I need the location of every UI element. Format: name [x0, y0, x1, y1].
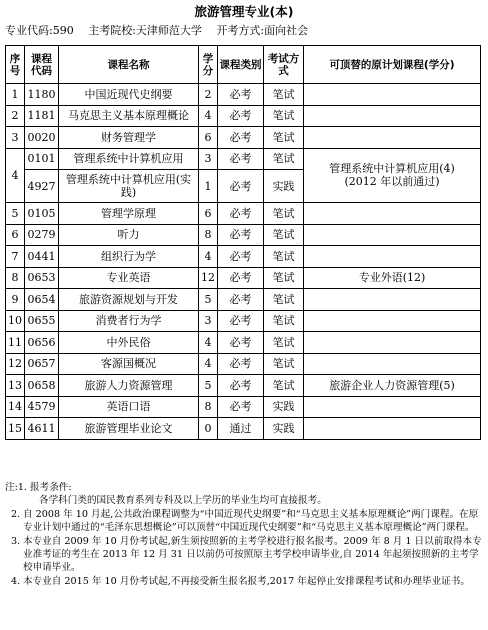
cell-credit: 5	[199, 375, 218, 397]
table-row	[6, 375, 481, 397]
cell-code: 4611	[25, 418, 59, 440]
note-2-number: 2.	[11, 508, 21, 520]
cell-name: 客源国概况	[59, 353, 199, 375]
note-3	[5, 535, 483, 575]
cell-exam: 笔试	[264, 84, 304, 106]
cell-replace	[304, 105, 481, 127]
cell-type: 必考	[218, 105, 264, 127]
table-row	[6, 105, 481, 127]
note-4	[5, 575, 483, 588]
cell-code: 0441	[25, 246, 59, 268]
cell-seq: 1	[6, 84, 25, 106]
cell-code: 0101	[25, 148, 59, 170]
cell-replace	[304, 203, 481, 225]
cell-credit: 4	[199, 105, 218, 127]
note-4-text: 本专业自 2015 年 10 月份考试起,不再接受新生报名报考,2017 年起停止安排课程考试和办理毕业证书。	[23, 575, 470, 587]
note-2-text: 自 2008 年 10 月起,公共政治课程调整为“中国近现代史纲要”和“马克思主义基本原理概论”两门课程。在原专业计划中通过的“毛泽东思想概论”可以顶替“中国近现代史纲要”和“马克思主义基本原理概论”两门课程。	[23, 508, 479, 534]
cell-seq: 12	[6, 353, 25, 375]
cell-code: 4927	[25, 170, 59, 203]
cell-code: 0654	[25, 289, 59, 311]
cell-name: 马克思主义基本原理概论	[59, 105, 199, 127]
notes-section	[5, 481, 483, 588]
cell-code: 0658	[25, 375, 59, 397]
cell-name: 旅游资源规划与开发	[59, 289, 199, 311]
page-title: 旅游管理专业(本)	[194, 4, 294, 19]
note-3-text: 本专业自 2009 年 10 月份考试起,新生须按照新的主考学校进行报名报考。2009 年 8 月 1 日以前取得本专业准考证的考生在 2013 年 12 月 31 日以前仍可按照原主考学校申请毕业,自 2014 年起须按照新的主考学校申请毕业。	[23, 535, 482, 574]
cell-replace	[304, 353, 481, 375]
cell-credit: 8	[199, 396, 218, 418]
cell-exam: 笔试	[264, 127, 304, 149]
cell-replace	[304, 246, 481, 268]
note-3-number: 3.	[11, 535, 21, 547]
cell-name: 消费者行为学	[59, 310, 199, 332]
cell-exam: 笔试	[264, 353, 304, 375]
header-exam: 考试方式	[264, 46, 304, 84]
cell-replace: 旅游企业人力资源管理(5)	[304, 375, 481, 397]
header-seq: 序号	[6, 46, 25, 84]
cell-name: 英语口语	[59, 396, 199, 418]
cell-replace	[304, 289, 481, 311]
cell-code: 4579	[25, 396, 59, 418]
cell-credit: 8	[199, 224, 218, 246]
cell-credit: 2	[199, 84, 218, 106]
cell-name: 旅游人力资源管理	[59, 375, 199, 397]
cell-code: 0105	[25, 203, 59, 225]
cell-type: 通过	[218, 418, 264, 440]
cell-code: 0653	[25, 267, 59, 289]
cell-replace	[304, 418, 481, 440]
exam-school: 主考院校:天津师范大学	[88, 24, 202, 37]
table-header-row	[6, 46, 481, 84]
cell-type: 必考	[218, 375, 264, 397]
table-row	[6, 148, 481, 170]
table-row	[6, 332, 481, 354]
cell-replace	[304, 84, 481, 106]
cell-replace	[304, 127, 481, 149]
table-row	[6, 246, 481, 268]
cell-exam: 笔试	[264, 332, 304, 354]
cell-credit: 5	[199, 289, 218, 311]
exam-mode: 开考方式:面向社会	[216, 24, 309, 37]
table-row	[6, 127, 481, 149]
replace-text: 管理系统中计算机应用(4)	[329, 162, 455, 176]
cell-name: 专业英语	[59, 267, 199, 289]
cell-exam: 笔试	[264, 203, 304, 225]
cell-name: 听力	[59, 224, 199, 246]
table-row	[6, 353, 481, 375]
cell-code: 0657	[25, 353, 59, 375]
cell-credit: 6	[199, 127, 218, 149]
cell-exam: 笔试	[264, 310, 304, 332]
note-1-text: 各学科门类的国民教育系列专科及以上学历的毕业生均可直接报考。	[39, 495, 327, 507]
cell-replace	[304, 224, 481, 246]
cell-exam: 实践	[264, 396, 304, 418]
cell-type: 必考	[218, 332, 264, 354]
cell-code: 0656	[25, 332, 59, 354]
table-row	[6, 310, 481, 332]
cell-type: 必考	[218, 224, 264, 246]
cell-replace: 专业外语(12)	[304, 267, 481, 289]
major-info	[5, 24, 319, 38]
cell-code: 1181	[25, 105, 59, 127]
table-row	[6, 203, 481, 225]
header-credit: 学分	[199, 46, 218, 84]
cell-type: 必考	[218, 289, 264, 311]
header-name: 课程名称	[59, 46, 199, 84]
cell-seq: 5	[6, 203, 25, 225]
cell-seq: 6	[6, 224, 25, 246]
cell-seq: 14	[6, 396, 25, 418]
cell-name: 中外民俗	[59, 332, 199, 354]
cell-seq: 8	[6, 267, 25, 289]
cell-seq: 15	[6, 418, 25, 440]
cell-exam: 笔试	[264, 267, 304, 289]
cell-code: 1180	[25, 84, 59, 106]
cell-seq: 11	[6, 332, 25, 354]
cell-replace	[304, 396, 481, 418]
table-row	[6, 396, 481, 418]
cell-credit: 3	[199, 310, 218, 332]
cell-credit: 12	[199, 267, 218, 289]
cell-exam: 实践	[264, 418, 304, 440]
table-row	[6, 224, 481, 246]
cell-credit: 3	[199, 148, 218, 170]
major-code: 专业代码:590	[5, 24, 74, 37]
cell-name: 管理学原理	[59, 203, 199, 225]
cell-type: 必考	[218, 148, 264, 170]
table-row	[6, 289, 481, 311]
cell-seq: 2	[6, 105, 25, 127]
cell-credit: 4	[199, 246, 218, 268]
cell-name: 旅游管理毕业论文	[59, 418, 199, 440]
cell-credit: 6	[199, 203, 218, 225]
cell-seq: 7	[6, 246, 25, 268]
cell-seq: 9	[6, 289, 25, 311]
table-row	[6, 418, 481, 440]
cell-name: 财务管理学	[59, 127, 199, 149]
cell-replace	[304, 148, 481, 203]
cell-type: 必考	[218, 353, 264, 375]
cell-credit: 0	[199, 418, 218, 440]
table-row	[6, 84, 481, 106]
header-replace: 可顶替的原计划课程(学分)	[304, 46, 481, 84]
cell-code: 0655	[25, 310, 59, 332]
cell-seq: 10	[6, 310, 25, 332]
table-row	[6, 267, 481, 289]
header-code: 课程代码	[25, 46, 59, 84]
cell-seq: 3	[6, 127, 25, 149]
cell-replace	[304, 310, 481, 332]
course-table	[5, 45, 481, 440]
cell-exam: 笔试	[264, 148, 304, 170]
replace-note: (2012 年以前通过)	[344, 175, 440, 189]
notes-heading: 注:1. 报考条件:	[5, 482, 72, 493]
cell-exam: 笔试	[264, 105, 304, 127]
cell-credit: 4	[199, 353, 218, 375]
cell-credit: 4	[199, 332, 218, 354]
cell-replace	[304, 332, 481, 354]
cell-seq: 13	[6, 375, 25, 397]
cell-type: 必考	[218, 170, 264, 203]
cell-name: 中国近现代史纲要	[59, 84, 199, 106]
cell-name: 组织行为学	[59, 246, 199, 268]
cell-exam: 笔试	[264, 246, 304, 268]
cell-type: 必考	[218, 246, 264, 268]
cell-exam: 笔试	[264, 224, 304, 246]
cell-name: 管理系统中计算机应用(实践)	[59, 170, 199, 203]
note-4-number: 4.	[11, 575, 21, 587]
cell-name: 管理系统中计算机应用	[59, 148, 199, 170]
cell-seq: 4	[6, 148, 25, 203]
cell-type: 必考	[218, 127, 264, 149]
cell-exam: 笔试	[264, 289, 304, 311]
cell-code: 0020	[25, 127, 59, 149]
cell-type: 必考	[218, 203, 264, 225]
header-type: 课程类别	[218, 46, 264, 84]
cell-type: 必考	[218, 396, 264, 418]
cell-exam: 笔试	[264, 375, 304, 397]
note-2	[5, 508, 483, 535]
cell-code: 0279	[25, 224, 59, 246]
cell-type: 必考	[218, 310, 264, 332]
cell-type: 必考	[218, 267, 264, 289]
cell-exam: 实践	[264, 170, 304, 203]
cell-type: 必考	[218, 84, 264, 106]
cell-credit: 1	[199, 170, 218, 203]
